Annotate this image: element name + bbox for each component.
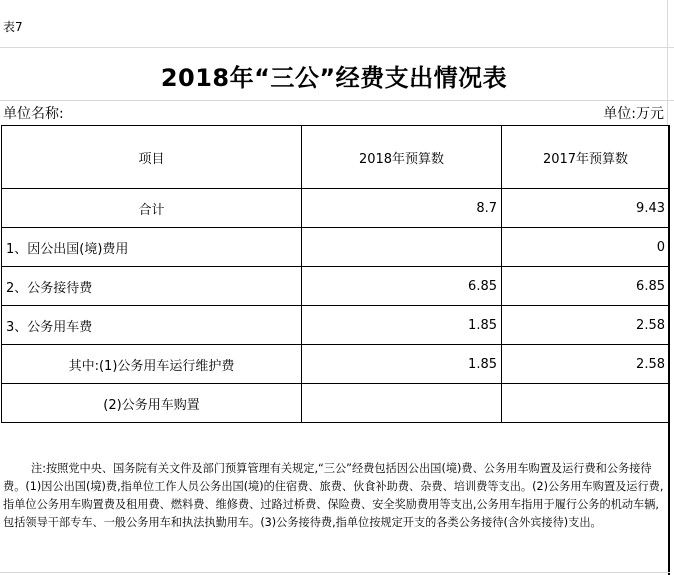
row-item: 1、因公出国(境)费用 [2, 228, 302, 267]
sheet-label: 表7 [3, 20, 23, 34]
row-2017: 6.85 [502, 267, 670, 306]
table-right-border [668, 125, 670, 575]
table-row [2, 228, 670, 267]
table-row [2, 345, 670, 384]
row-2017: 9.43 [502, 189, 670, 228]
row-2018: 1.85 [302, 345, 502, 384]
row-item: 2、公务接待费 [2, 267, 302, 306]
expense-table [1, 125, 670, 423]
gridline [0, 572, 670, 573]
row-2017: 0 [502, 228, 670, 267]
row-2018 [302, 384, 502, 423]
gridline [0, 47, 674, 48]
row-2018: 6.85 [302, 267, 502, 306]
row-2017 [502, 384, 670, 423]
header-2018: 2018年预算数 [302, 126, 502, 189]
unit-name-label: 单位名称: [3, 106, 64, 122]
row-item: 3、公务用车费 [2, 306, 302, 345]
row-item: (2)公务用车购置 [2, 384, 302, 423]
row-2018: 8.7 [302, 189, 502, 228]
unit-label: 单位:万元 [603, 106, 664, 122]
table-header-row [2, 126, 670, 189]
page-title: 2018年“三公”经费支出情况表 [160, 64, 508, 92]
header-item: 项目 [2, 126, 302, 189]
row-2018 [302, 228, 502, 267]
row-item: 其中:(1)公务用车运行维护费 [2, 345, 302, 384]
row-2017: 2.58 [502, 345, 670, 384]
header-2017: 2017年预算数 [502, 126, 670, 189]
table-row [2, 189, 670, 228]
row-2018: 1.85 [302, 306, 502, 345]
row-item: 合计 [2, 189, 302, 228]
table-row [2, 306, 670, 345]
row-2017: 2.58 [502, 306, 670, 345]
gridline [0, 100, 674, 101]
table-row [2, 384, 670, 423]
table-row [2, 267, 670, 306]
footnote: 注:按照党中央、国务院有关文件及部门预算管理有关规定,“三公”经费包括因公出国(境)费、公务用车购置及运行费和公务接待费。(1)因公出国(境)费,指单位工作人员公务出国(境)的住宿费、旅费、伙食补助费、杂费、培训费等支出。(2)公务用车购置及运行费,指单位公务用车购置费及租用费、燃料费、维修费、过路过桥费、保险费、安全奖励费用等支出,公务用车指用于履行公务的机动车辆,包括领导干部专车、一般公务用车和执法执勤用车。(3)公务接待费,指单位按规定开支的各类公务接待(含外宾接待)支出。 [3, 462, 664, 529]
